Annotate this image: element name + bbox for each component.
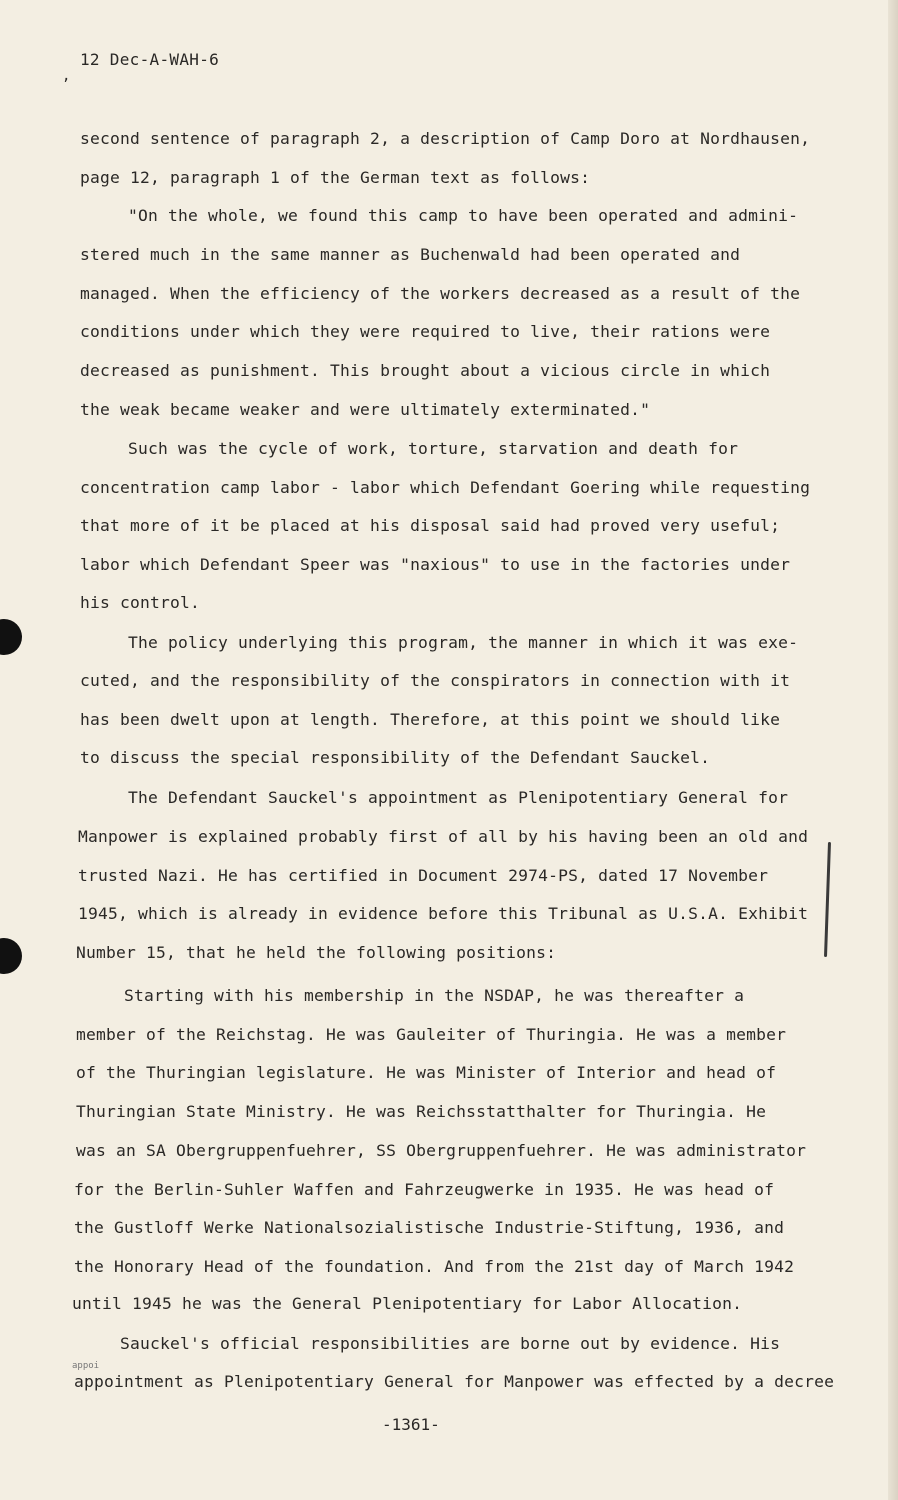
text-line: managed. When the efficiency of the workers decreased as a result of the <box>80 284 801 303</box>
text-line: to discuss the special responsibility of the Defendant Sauckel. <box>80 748 711 767</box>
text-line: Number 15, that he held the following positions: <box>76 943 557 962</box>
text-line: appointment as Plenipotentiary General for Manpower was effected by a decree <box>74 1372 835 1391</box>
text-line: was an SA Obergruppenfuehrer, SS Obergruppenfuehrer. He was administrator <box>76 1141 807 1160</box>
text-line: cuted, and the responsibility of the conspirators in connection with it <box>80 671 791 690</box>
text-line: until 1945 he was the General Plenipotentiary for Labor Allocation. <box>72 1294 743 1313</box>
text-line: for the Berlin-Suhler Waffen and Fahrzeugwerke in 1935. He was head of <box>74 1180 775 1199</box>
text-line: The Defendant Sauckel's appointment as Plenipotentiary General for <box>128 788 789 807</box>
text-line: his control. <box>80 593 201 612</box>
punch-hole-top <box>0 619 22 655</box>
text-line: of the Thuringian legislature. He was Minister of Interior and head of <box>76 1063 777 1082</box>
text-line: the Honorary Head of the foundation. And from the 21st day of March 1942 <box>74 1257 795 1276</box>
text-line: 1945, which is already in evidence before this Tribunal as U.S.A. Exhibit <box>78 904 809 923</box>
text-line: stered much in the same manner as Buchenwald had been operated and <box>80 245 741 264</box>
text-line: second sentence of paragraph 2, a description of Camp Doro at Nordhausen, <box>80 129 811 148</box>
page-number: -1361- <box>382 1415 440 1434</box>
punch-hole-bottom <box>0 938 22 974</box>
text-line: has been dwelt upon at length. Therefore, at this point we should like <box>80 710 781 729</box>
text-line: Starting with his membership in the NSDAP, he was thereafter a <box>124 986 745 1005</box>
text-line: trusted Nazi. He has certified in Document 2974-PS, dated 17 November <box>78 866 769 885</box>
text-line: member of the Reichstag. He was Gauleiter of Thuringia. He was a member <box>76 1025 787 1044</box>
text-line: The policy underlying this program, the manner in which it was exe- <box>128 633 799 652</box>
text-line: Such was the cycle of work, torture, starvation and death for <box>128 439 739 458</box>
text-line: Sauckel's official responsibilities are borne out by evidence. His <box>120 1334 781 1353</box>
page-edge <box>888 0 898 1500</box>
document-header: 12 Dec-A-WAH-6 <box>80 50 220 69</box>
text-line: labor which Defendant Speer was "naxious" to use in the factories under <box>80 555 791 574</box>
text-line: page 12, paragraph 1 of the German text as follows: <box>80 168 591 187</box>
header-tick-mark: , <box>62 68 71 84</box>
text-line: conditions under which they were required to live, their rations were <box>80 322 771 341</box>
text-line: decreased as punishment. This brought about a vicious circle in which <box>80 361 771 380</box>
margin-note: appoi <box>72 1361 100 1371</box>
text-line: that more of it be placed at his disposal said had proved very useful; <box>80 516 781 535</box>
text-line: Manpower is explained probably first of all by his having been an old and <box>78 827 809 846</box>
text-line: "On the whole, we found this camp to have been operated and admini- <box>128 206 799 225</box>
text-line: the weak became weaker and were ultimately exterminated." <box>80 400 651 419</box>
text-line: Thuringian State Ministry. He was Reichsstatthalter for Thuringia. He <box>76 1102 767 1121</box>
text-line: the Gustloff Werke Nationalsozialistische Industrie-Stiftung, 1936, and <box>74 1218 785 1237</box>
margin-line-mark <box>824 842 831 957</box>
text-line: concentration camp labor - labor which Defendant Goering while requesting <box>80 478 811 497</box>
